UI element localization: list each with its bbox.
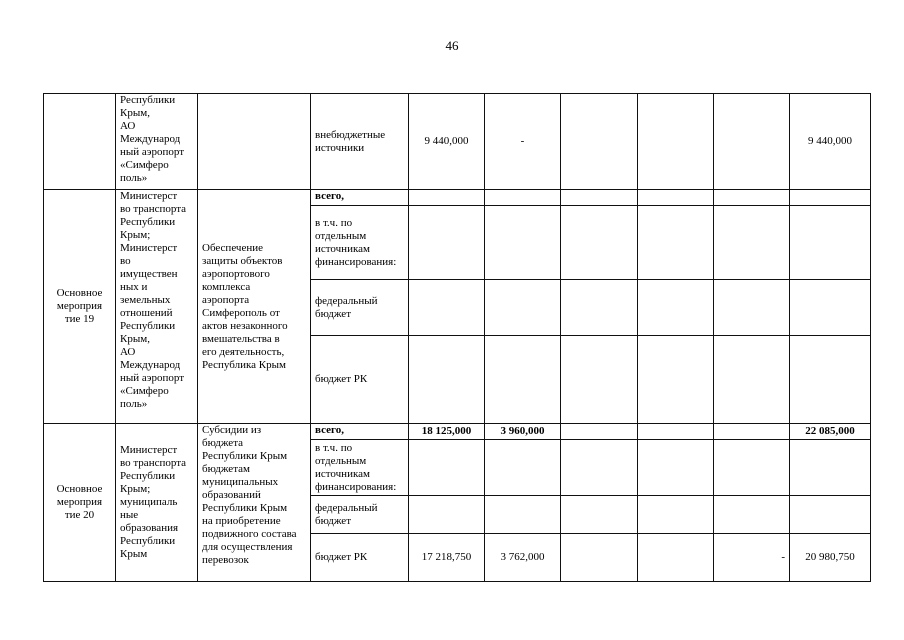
- value-cell: [714, 280, 790, 336]
- value-cell: [561, 280, 638, 336]
- total-cell: [790, 190, 871, 206]
- value-cell: [638, 336, 714, 424]
- value-cell: [409, 190, 485, 206]
- value-cell: [409, 440, 485, 496]
- value-cell: [409, 496, 485, 534]
- value-cell: [561, 206, 638, 280]
- total-cell: [790, 336, 871, 424]
- value-cell: [485, 280, 561, 336]
- page-number: 46: [445, 38, 459, 53]
- description-cell: Субсидии из бюджета Республики Крым бюджетам муниципальных образований Республики Крым на приобретение подвижного состава для осуществления перевозок: [198, 424, 311, 582]
- total-cell: 9 440,000: [790, 94, 871, 190]
- value-cell: [561, 94, 638, 190]
- value-cell: 3 960,000: [485, 424, 561, 440]
- value-cell: [638, 280, 714, 336]
- source-cell: всего,: [311, 190, 409, 206]
- table-row: [44, 190, 871, 206]
- source-cell: бюджет РК: [311, 336, 409, 424]
- total-cell: [790, 496, 871, 534]
- executor-cell: Министерст во транспорта Республики Крым; муниципаль ные образования Республики Крым: [116, 424, 198, 582]
- executor-cell: Республики Крым, АО Международ ный аэропорт «Симферо поль»: [116, 94, 198, 190]
- value-cell: [714, 94, 790, 190]
- value-cell: [714, 440, 790, 496]
- value-cell: [714, 424, 790, 440]
- value-cell: [485, 496, 561, 534]
- source-cell: бюджет РК: [311, 534, 409, 582]
- value-cell: [561, 336, 638, 424]
- value-cell: 17 218,750: [409, 534, 485, 582]
- value-cell: [561, 190, 638, 206]
- budget-table: [43, 93, 871, 582]
- value-cell: [409, 280, 485, 336]
- table-row: [44, 424, 871, 440]
- value-cell: -: [714, 534, 790, 582]
- measure-cell: [44, 94, 116, 190]
- value-cell: [638, 534, 714, 582]
- value-cell: [485, 206, 561, 280]
- value-cell: [409, 336, 485, 424]
- value-cell: [638, 94, 714, 190]
- source-cell: федеральный бюджет: [311, 496, 409, 534]
- value-cell: [485, 440, 561, 496]
- value-cell: 3 762,000: [485, 534, 561, 582]
- value-cell: [638, 190, 714, 206]
- value-cell: [638, 440, 714, 496]
- description-cell: Обеспечение защиты объектов аэропортового комплекса аэропорта Симферополь от актов незаконного вмешательства в его деятельность, Республика Крым: [198, 190, 311, 424]
- value-cell: [714, 190, 790, 206]
- total-cell: 20 980,750: [790, 534, 871, 582]
- value-cell: [485, 190, 561, 206]
- value-cell: [561, 496, 638, 534]
- value-cell: [561, 424, 638, 440]
- value-cell: 18 125,000: [409, 424, 485, 440]
- value-cell: [638, 424, 714, 440]
- value-cell: [638, 206, 714, 280]
- value-cell: 9 440,000: [409, 94, 485, 190]
- measure-name-cell: Основное мероприя тие 20: [44, 424, 116, 582]
- table-row: [44, 94, 871, 190]
- source-cell: внебюджетные источники: [311, 94, 409, 190]
- value-cell: [714, 336, 790, 424]
- executor-cell: Министерст во транспорта Республики Крым; Министерст во имуществен ных и земельных отношений Республики Крым, АО Международ ный аэропорт «Симферо поль»: [116, 190, 198, 424]
- value-cell: [409, 206, 485, 280]
- measure-name-cell: Основное мероприя тие 19: [44, 190, 116, 424]
- source-cell: в т.ч. по отдельным источникам финансирования:: [311, 206, 409, 280]
- total-cell: [790, 280, 871, 336]
- value-cell: [714, 206, 790, 280]
- total-cell: [790, 206, 871, 280]
- source-cell: федеральный бюджет: [311, 280, 409, 336]
- source-cell: всего,: [311, 424, 409, 440]
- value-cell: [485, 336, 561, 424]
- value-cell: [561, 534, 638, 582]
- value-cell: [714, 496, 790, 534]
- source-cell: в т.ч. по отдельным источникам финансирования:: [311, 440, 409, 496]
- total-cell: 22 085,000: [790, 424, 871, 440]
- description-cell: [198, 94, 311, 190]
- value-cell: [561, 440, 638, 496]
- total-cell: [790, 440, 871, 496]
- value-cell: [638, 496, 714, 534]
- value-cell: -: [485, 94, 561, 190]
